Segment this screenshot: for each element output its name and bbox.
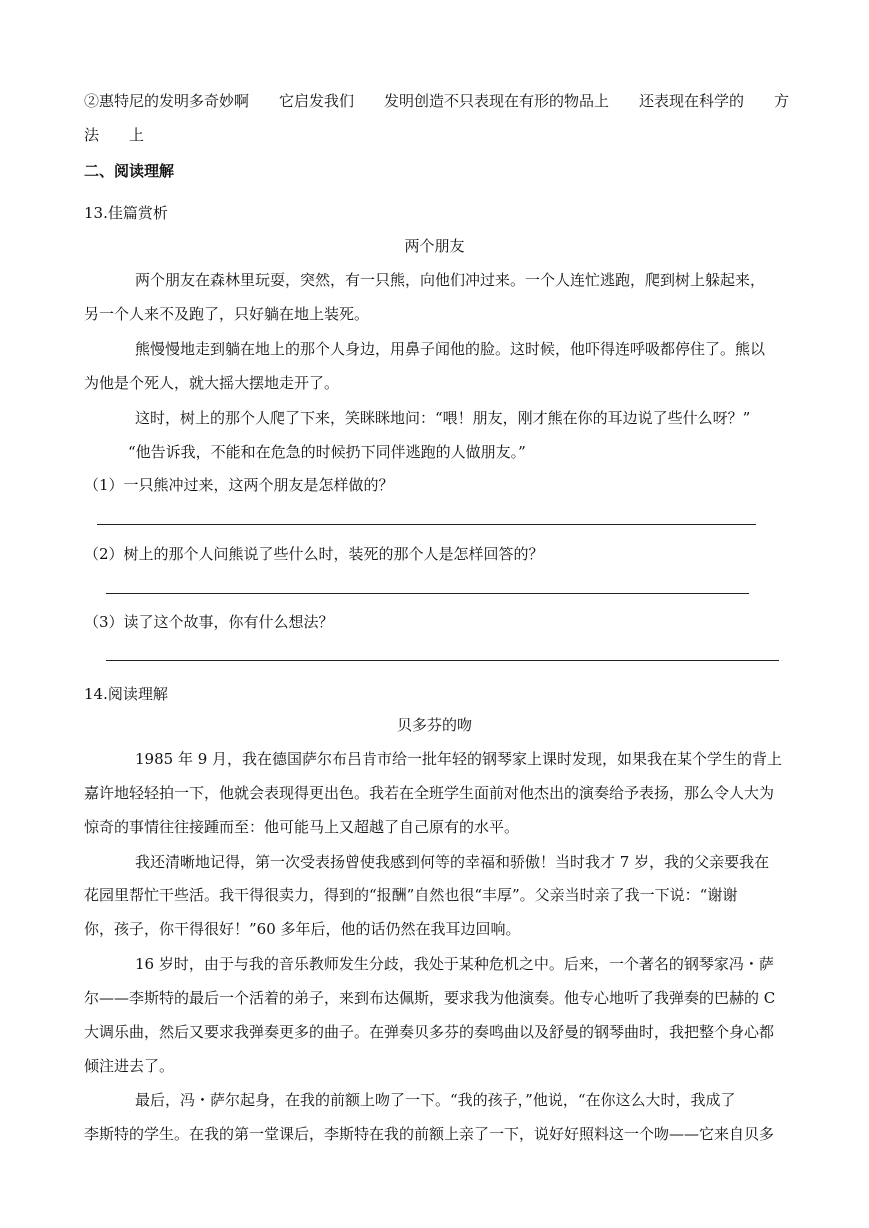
answer-blank-3[interactable] [106, 660, 779, 661]
paragraph-line: 最后，冯・萨尔起身，在我的前额上吻了一下。“我的孩子，”他说，“在你这么大时，我成了 [135, 1091, 736, 1109]
paragraph-line: 这时，树上的那个人爬了下来，笑眯眯地问：“喂！朋友，刚才熊在你的耳边说了些什么呀？” [135, 409, 751, 427]
story-title-two-friends: 两个朋友 [404, 237, 465, 255]
question-14-label: 14.阅读理解 [84, 685, 168, 703]
paragraph-line: 另一个人来不及跑了，只好躺在地上装死。 [84, 305, 370, 323]
sub-question-2: （2）树上的那个人问熊说了些什么时，装死的那个人是怎样回答的？ [84, 545, 544, 563]
sub-question-1: （1）一只熊冲过来，这两个朋友是怎样做的？ [84, 476, 394, 494]
paragraph-line: 你，孩子，你干得很好！”60 多年后，他的话仍然在我耳边回响。 [84, 920, 521, 938]
paragraph-line: 我还清晰地记得，第一次受表扬曾使我感到何等的幸福和骄傲！当时我才 7 岁，我的父亲要我在 [135, 853, 770, 871]
answer-line-1: ②惠特尼的发明多奇妙啊 它启发我们 发明创造不只表现在有形的物品上 还表现在科学的 方 [84, 92, 790, 110]
answer-blank-2[interactable] [106, 593, 749, 594]
paragraph-line: 1985 年 9 月，我在德国萨尔布吕肯市给一批年轻的钢琴家上课时发现，如果我在某个学生的背上 [135, 750, 783, 768]
paragraph-line: 大调乐曲，然后又要求我弹奏更多的曲子。在弹奏贝多芬的奏鸣曲以及舒曼的钢琴曲时，我把整个身心都 [84, 1023, 775, 1041]
paragraph-line: 花园里帮忙干些活。我干得很卖力，得到的“报酬”自然也很“丰厚”。父亲当时亲了我一下说：“谢谢 [84, 886, 738, 904]
paragraph-line: 李斯特的学生。在我的第一堂课后，李斯特在我的前额上亲了一下，说好好照料这一个吻——它来自贝多 [84, 1125, 775, 1143]
answer-blank-1[interactable] [97, 524, 756, 525]
paragraph-line: 两个朋友在森林里玩耍，突然，有一只熊，向他们冲过来。一个人连忙逃跑，爬到树上躲起来， [135, 271, 766, 289]
paragraph-line: 熊慢慢地走到躺在地上的那个人身边，用鼻子闻他的脸。这时候，他吓得连呼吸都停住了。熊以 [135, 340, 766, 358]
story-title-beethoven-kiss: 贝多芬的吻 [396, 716, 472, 734]
section-title: 二、阅读理解 [84, 162, 175, 180]
paragraph-line: 16 岁时，由于与我的音乐教师发生分歧，我处于某种危机之中。后来，一个著名的钢琴家冯・萨 [135, 955, 774, 973]
question-13-label: 13.佳篇赏析 [84, 204, 168, 222]
paragraph-line: 惊奇的事情往往接踵而至：他可能马上又超越了自己原有的水平。 [84, 818, 520, 836]
paragraph-line: 嘉许地轻轻拍一下，他就会表现得更出色。我若在全班学生面前对他杰出的演奏给予表扬，那么令人大为 [84, 784, 775, 802]
paragraph-line: 尔——李斯特的最后一个活着的弟子，来到布达佩斯，要求我为他演奏。他专心地听了我弹奏的巴赫的 C [84, 989, 776, 1007]
paragraph-line: 倾注进去了。 [84, 1057, 175, 1075]
answer-line-2: 法 上 [84, 126, 145, 144]
sub-question-3: （3）读了这个故事，你有什么想法？ [84, 613, 334, 631]
paragraph-line: “他告诉我，不能和在危急的时候扔下同伴逃跑的人做朋友。” [128, 443, 526, 461]
paragraph-line: 为他是个死人，就大摇大摆地走开了。 [84, 374, 340, 392]
